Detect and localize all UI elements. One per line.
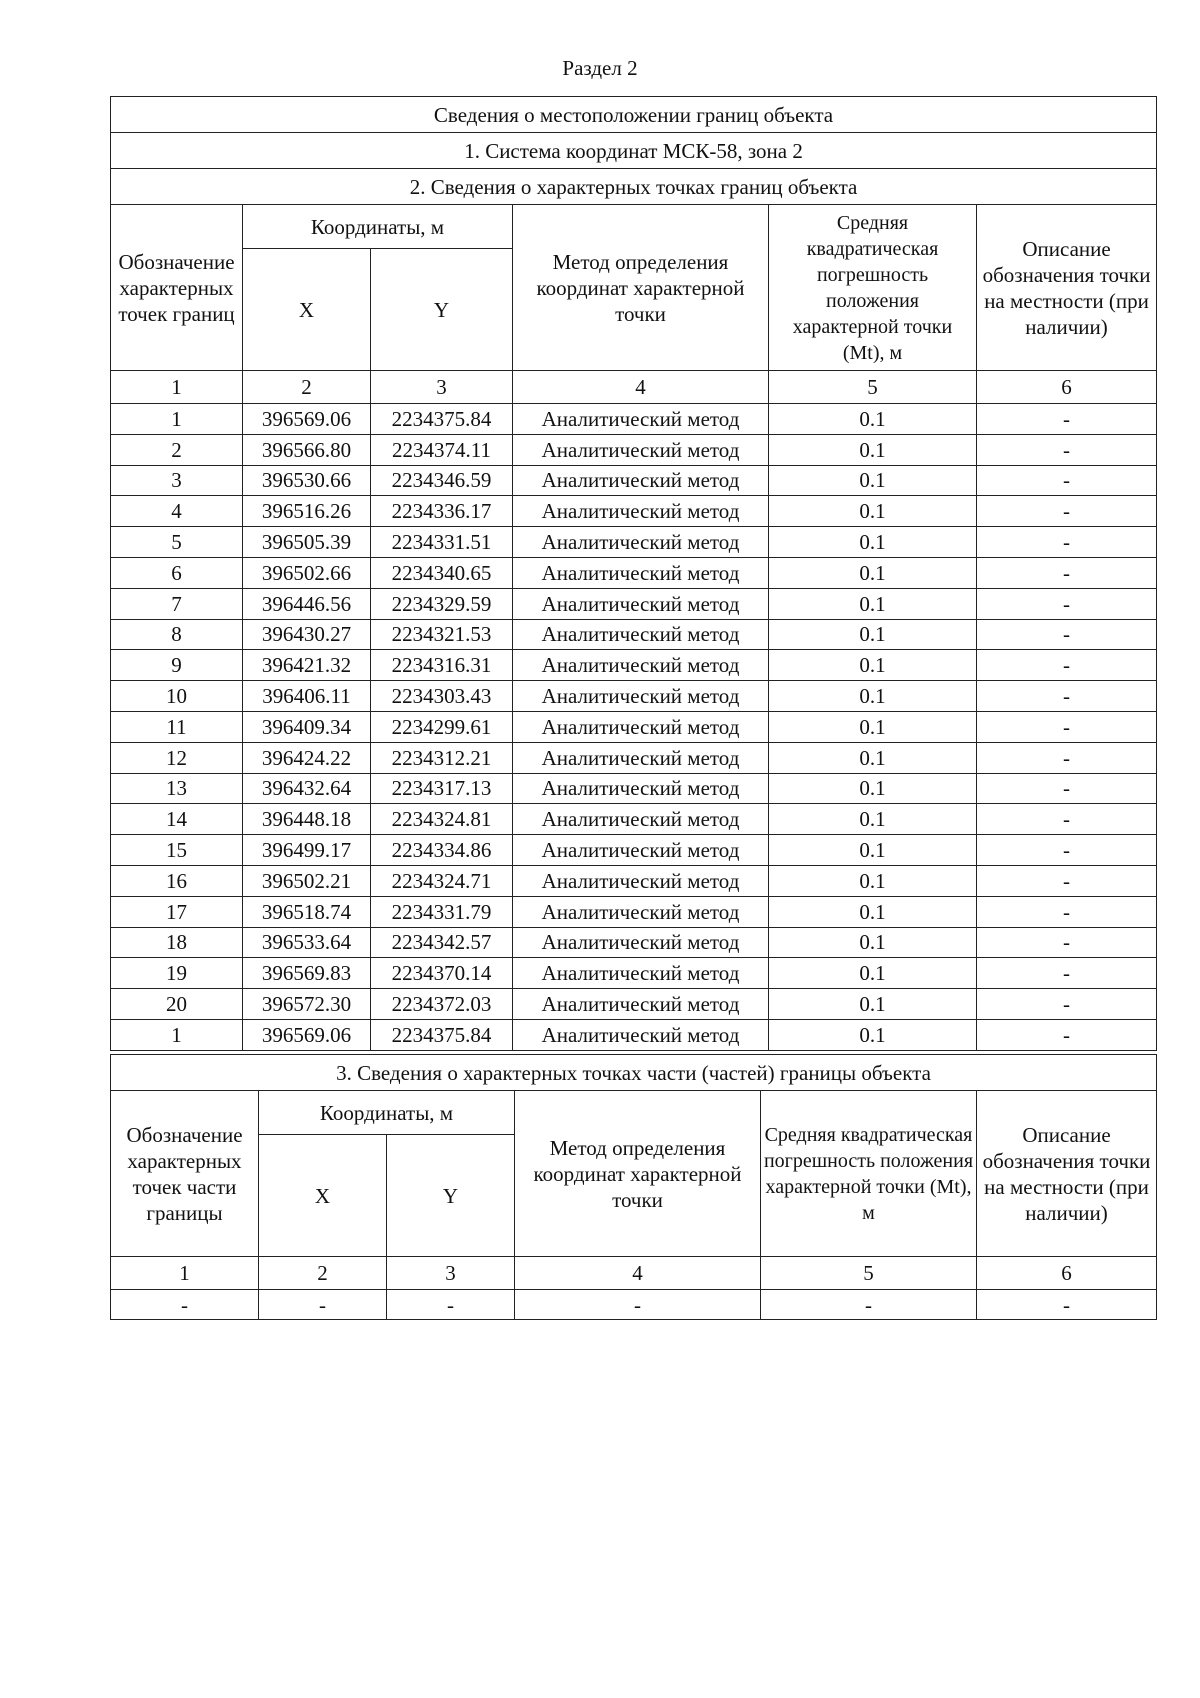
table-cell: Аналитический метод	[513, 650, 769, 681]
table-cell: 1	[111, 1019, 243, 1050]
table-cell: 0.1	[769, 711, 977, 742]
table-cell: Аналитический метод	[513, 527, 769, 558]
table-cell: 5	[111, 527, 243, 558]
table-cell: 12	[111, 742, 243, 773]
table-cell: 0.1	[769, 650, 977, 681]
table-cell: 2234317.13	[371, 773, 513, 804]
table-row	[111, 650, 1157, 681]
table-cell: 396572.30	[243, 989, 371, 1020]
header-coords: Координаты, м	[243, 205, 513, 249]
table-cell: -	[977, 896, 1157, 927]
table-cell: 2234375.84	[371, 1019, 513, 1050]
table-cell: 2234334.86	[371, 835, 513, 866]
table-cell: 10	[111, 681, 243, 712]
table-cell: -	[977, 1019, 1157, 1050]
table-cell: 0.1	[769, 527, 977, 558]
table-row	[111, 865, 1157, 896]
col-number: 2	[259, 1257, 387, 1290]
table-cell: 14	[111, 804, 243, 835]
table-cell: -	[259, 1290, 387, 1320]
table-cell: Аналитический метод	[513, 773, 769, 804]
table-cell: 396566.80	[243, 434, 371, 465]
table-cell: 2234324.81	[371, 804, 513, 835]
header-method: Метод определения координат характерной точки	[513, 205, 769, 371]
table-cell: 396446.56	[243, 588, 371, 619]
table-row	[111, 404, 1157, 435]
col-number: 6	[977, 1257, 1157, 1290]
table-cell: -	[977, 496, 1157, 527]
table-row	[111, 434, 1157, 465]
table-cell: Аналитический метод	[513, 681, 769, 712]
table-cell: Аналитический метод	[513, 404, 769, 435]
header-y: Y	[387, 1135, 515, 1257]
table-cell: 0.1	[769, 804, 977, 835]
header-coords: Координаты, м	[259, 1091, 515, 1135]
table-row	[111, 958, 1157, 989]
table-cell: -	[977, 588, 1157, 619]
table-cell: 0.1	[769, 465, 977, 496]
table-cell: 2234299.61	[371, 711, 513, 742]
table-row	[111, 989, 1157, 1020]
table-row	[111, 619, 1157, 650]
table-cell: 0.1	[769, 958, 977, 989]
header-point: Обозначение характерных точек границ	[111, 205, 243, 371]
table-cell: -	[977, 527, 1157, 558]
table-cell: -	[977, 557, 1157, 588]
table-cell: 16	[111, 865, 243, 896]
coordinate-system: 1. Система координат МСК-58, зона 2	[111, 133, 1157, 169]
table-cell: 13	[111, 773, 243, 804]
table-cell: 396424.22	[243, 742, 371, 773]
table-cell: 0.1	[769, 865, 977, 896]
table-row	[111, 835, 1157, 866]
table-title: Сведения о местоположении границ объекта	[111, 97, 1157, 133]
header-method: Метод определения координат характерной точки	[515, 1091, 761, 1257]
col-number: 3	[387, 1257, 515, 1290]
table-cell: Аналитический метод	[513, 711, 769, 742]
header-description: Описание обозначения точки на местности (при наличии)	[977, 1091, 1157, 1257]
table-cell: 396502.21	[243, 865, 371, 896]
table-cell: -	[977, 681, 1157, 712]
table-cell: Аналитический метод	[513, 927, 769, 958]
table-cell: 8	[111, 619, 243, 650]
table-cell: 17	[111, 896, 243, 927]
table-cell: Аналитический метод	[513, 496, 769, 527]
table-cell: -	[977, 989, 1157, 1020]
table-cell: -	[977, 1290, 1157, 1320]
table-cell: 2234303.43	[371, 681, 513, 712]
table-cell: Аналитический метод	[513, 958, 769, 989]
table-row	[111, 527, 1157, 558]
table-cell: 2234329.59	[371, 588, 513, 619]
table-cell: 396448.18	[243, 804, 371, 835]
table-cell: 396516.26	[243, 496, 371, 527]
table-cell: -	[977, 927, 1157, 958]
table-cell: 0.1	[769, 619, 977, 650]
table-cell: 0.1	[769, 1019, 977, 1050]
table-cell: 2234370.14	[371, 958, 513, 989]
table-row	[111, 742, 1157, 773]
table-cell: Аналитический метод	[513, 865, 769, 896]
table-cell: 396569.06	[243, 404, 371, 435]
table-cell: -	[977, 711, 1157, 742]
table-row	[111, 496, 1157, 527]
table-row	[111, 1290, 1157, 1320]
table-cell: Аналитический метод	[513, 896, 769, 927]
table-cell: 11	[111, 711, 243, 742]
table-cell: 2234342.57	[371, 927, 513, 958]
table-row	[111, 681, 1157, 712]
table-cell: 396505.39	[243, 527, 371, 558]
table-cell: 396499.17	[243, 835, 371, 866]
col-number: 5	[769, 371, 977, 404]
table-cell: -	[977, 404, 1157, 435]
table-cell: 0.1	[769, 896, 977, 927]
header-x: X	[243, 249, 371, 371]
table-row	[111, 773, 1157, 804]
table-row	[111, 927, 1157, 958]
table-cell: 0.1	[769, 681, 977, 712]
table-cell: 7	[111, 588, 243, 619]
table-cell: -	[977, 742, 1157, 773]
table-cell: 0.1	[769, 927, 977, 958]
table-cell: 2234331.79	[371, 896, 513, 927]
table-cell: 396430.27	[243, 619, 371, 650]
table-cell: 2234312.21	[371, 742, 513, 773]
table-cell: 20	[111, 989, 243, 1020]
table-row	[111, 804, 1157, 835]
table-cell: -	[977, 773, 1157, 804]
header-y: Y	[371, 249, 513, 371]
table-cell: -	[977, 465, 1157, 496]
table-cell: 2234340.65	[371, 557, 513, 588]
header-error: Средняя квадратическая погрешность положения характерной точки (Mt), м	[761, 1091, 977, 1257]
table-cell: -	[977, 835, 1157, 866]
table-cell: -	[761, 1290, 977, 1320]
table-row	[111, 896, 1157, 927]
table-cell: 396533.64	[243, 927, 371, 958]
col-number: 5	[761, 1257, 977, 1290]
table-cell: 15	[111, 835, 243, 866]
table-cell: 2234321.53	[371, 619, 513, 650]
table-cell: -	[111, 1290, 259, 1320]
table-cell: -	[977, 434, 1157, 465]
table-row	[111, 465, 1157, 496]
table-cell: Аналитический метод	[513, 588, 769, 619]
col-number: 1	[111, 1257, 259, 1290]
table-cell: Аналитический метод	[513, 742, 769, 773]
table-cell: Аналитический метод	[513, 835, 769, 866]
table-cell: 0.1	[769, 588, 977, 619]
table-cell: 0.1	[769, 496, 977, 527]
header-x: X	[259, 1135, 387, 1257]
table-cell: 0.1	[769, 835, 977, 866]
table-cell: 396421.32	[243, 650, 371, 681]
col-number: 4	[513, 371, 769, 404]
boundary-points-table	[110, 96, 1157, 1051]
table-row	[111, 711, 1157, 742]
table-cell: 0.1	[769, 557, 977, 588]
table-cell: 2234336.17	[371, 496, 513, 527]
table-subtitle: 3. Сведения о характерных точках части (частей) границы объекта	[111, 1055, 1157, 1091]
table-cell: 396569.06	[243, 1019, 371, 1050]
table-row	[111, 557, 1157, 588]
table-row	[111, 1019, 1157, 1050]
table-cell: 0.1	[769, 989, 977, 1020]
header-description: Описание обозначения точки на местности (при наличии)	[977, 205, 1157, 371]
table-cell: 1	[111, 404, 243, 435]
table-cell: 2234316.31	[371, 650, 513, 681]
part-boundary-points-table	[110, 1054, 1157, 1320]
table-cell: 4	[111, 496, 243, 527]
table-cell: -	[387, 1290, 515, 1320]
table-cell: 18	[111, 927, 243, 958]
table-cell: -	[977, 619, 1157, 650]
table-cell: 9	[111, 650, 243, 681]
table-cell: 3	[111, 465, 243, 496]
table-cell: 6	[111, 557, 243, 588]
section-title: Раздел 2	[562, 56, 638, 80]
table-cell: 2234324.71	[371, 865, 513, 896]
table-cell: 19	[111, 958, 243, 989]
table-cell: 2234374.11	[371, 434, 513, 465]
table-cell: 2234346.59	[371, 465, 513, 496]
table-cell: -	[977, 958, 1157, 989]
table-cell: 0.1	[769, 434, 977, 465]
table-cell: 396432.64	[243, 773, 371, 804]
table-cell: Аналитический метод	[513, 989, 769, 1020]
table-cell: -	[515, 1290, 761, 1320]
table-cell: Аналитический метод	[513, 434, 769, 465]
table-cell: -	[977, 804, 1157, 835]
table-cell: 396569.83	[243, 958, 371, 989]
table-cell: 0.1	[769, 742, 977, 773]
col-number: 6	[977, 371, 1157, 404]
table-cell: 396530.66	[243, 465, 371, 496]
header-point: Обозначение характерных точек части границы	[111, 1091, 259, 1257]
col-number: 4	[515, 1257, 761, 1290]
table-cell: Аналитический метод	[513, 1019, 769, 1050]
table-cell: 0.1	[769, 773, 977, 804]
table-cell: 396502.66	[243, 557, 371, 588]
table-cell: Аналитический метод	[513, 804, 769, 835]
table-cell: 2	[111, 434, 243, 465]
table-row	[111, 588, 1157, 619]
table-cell: 2234331.51	[371, 527, 513, 558]
table-cell: Аналитический метод	[513, 619, 769, 650]
table-cell: -	[977, 865, 1157, 896]
table-cell: 396409.34	[243, 711, 371, 742]
col-number: 3	[371, 371, 513, 404]
header-error: Средняя квадратическая погрешность положения характерной точки (Mt), м	[769, 205, 977, 371]
table-cell: -	[977, 650, 1157, 681]
table-cell: 0.1	[769, 404, 977, 435]
table-subtitle: 2. Сведения о характерных точках границ объекта	[111, 169, 1157, 205]
table-cell: 2234372.03	[371, 989, 513, 1020]
col-number: 1	[111, 371, 243, 404]
table-cell: 2234375.84	[371, 404, 513, 435]
table-cell: 396406.11	[243, 681, 371, 712]
table-cell: Аналитический метод	[513, 465, 769, 496]
table-cell: 396518.74	[243, 896, 371, 927]
table-cell: Аналитический метод	[513, 557, 769, 588]
col-number: 2	[243, 371, 371, 404]
